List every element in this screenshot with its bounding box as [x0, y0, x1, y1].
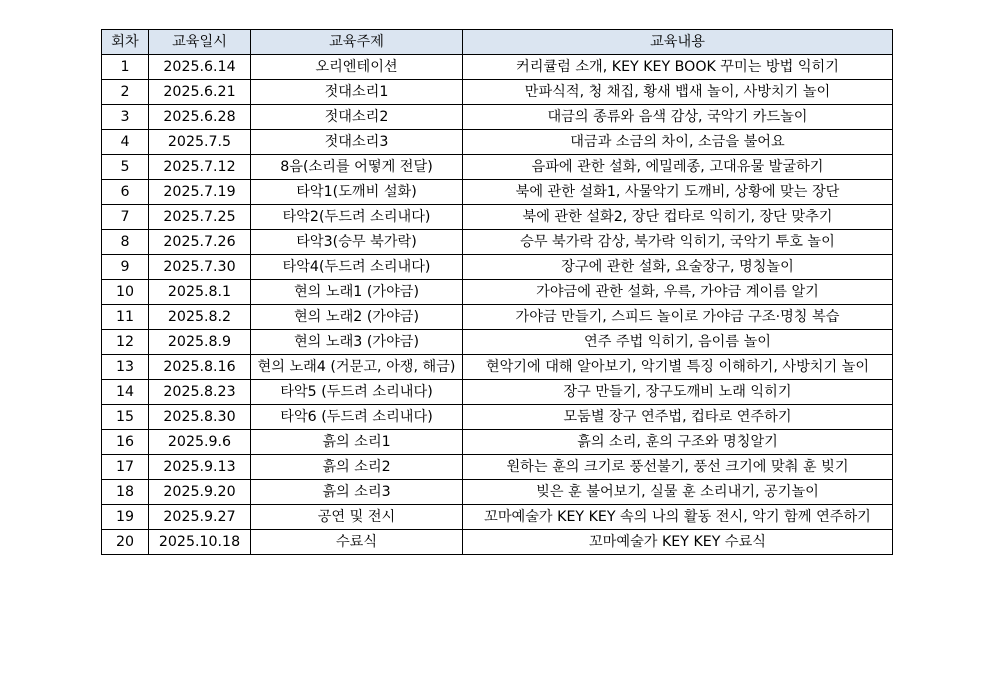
session-content: 커리큘럼 소개, KEY KEY BOOK 꾸미는 방법 익히기: [463, 55, 893, 80]
session-date: 2025.8.9: [149, 330, 251, 355]
session-date: 2025.7.30: [149, 255, 251, 280]
table-body: [102, 55, 893, 555]
session-number: 15: [102, 405, 149, 430]
table-row: [102, 180, 893, 205]
table-row: [102, 130, 893, 155]
session-topic: 타악2(두드려 소리내다): [251, 205, 463, 230]
session-topic: 젓대소리1: [251, 80, 463, 105]
table-row: [102, 355, 893, 380]
session-date: 2025.8.1: [149, 280, 251, 305]
session-number: 16: [102, 430, 149, 455]
session-number: 13: [102, 355, 149, 380]
session-topic: 타악6 (두드려 소리내다): [251, 405, 463, 430]
session-content: 가야금에 관한 설화, 우륵, 가야금 계이름 알기: [463, 280, 893, 305]
table-row: [102, 255, 893, 280]
session-content: 대금과 소금의 차이, 소금을 불어요: [463, 130, 893, 155]
session-number: 11: [102, 305, 149, 330]
session-content: 장구에 관한 설화, 요술장구, 명칭놀이: [463, 255, 893, 280]
session-number: 8: [102, 230, 149, 255]
table-row: [102, 80, 893, 105]
session-topic: 오리엔테이션: [251, 55, 463, 80]
session-topic: 흙의 소리1: [251, 430, 463, 455]
session-topic: 현의 노래4 (거문고, 아쟁, 해금): [251, 355, 463, 380]
session-number: 3: [102, 105, 149, 130]
session-content: 승무 북가락 감상, 북가락 익히기, 국악기 투호 놀이: [463, 230, 893, 255]
header-education-date: 교육일시: [149, 30, 251, 55]
document-page: [101, 29, 893, 555]
session-topic: 8음(소리를 어떻게 전달): [251, 155, 463, 180]
session-number: 18: [102, 480, 149, 505]
session-number: 20: [102, 530, 149, 555]
session-date: 2025.6.28: [149, 105, 251, 130]
table-row: [102, 405, 893, 430]
session-content: 연주 주법 익히기, 음이름 놀이: [463, 330, 893, 355]
session-content: 현악기에 대해 알아보기, 악기별 특징 이해하기, 사방치기 놀이: [463, 355, 893, 380]
table-header: [102, 30, 893, 55]
session-content: 빚은 훈 불어보기, 실물 훈 소리내기, 공기놀이: [463, 480, 893, 505]
education-schedule-table: [101, 29, 893, 555]
session-content: 원하는 훈의 크기로 풍선불기, 풍선 크기에 맞춰 훈 빚기: [463, 455, 893, 480]
session-date: 2025.9.27: [149, 505, 251, 530]
session-content: 모둠별 장구 연주법, 컵타로 연주하기: [463, 405, 893, 430]
session-content: 꼬마예술가 KEY KEY 속의 나의 활동 전시, 악기 함께 연주하기: [463, 505, 893, 530]
session-topic: 타악1(도깨비 설화): [251, 180, 463, 205]
session-content: 장구 만들기, 장구도깨비 노래 익히기: [463, 380, 893, 405]
session-date: 2025.7.25: [149, 205, 251, 230]
session-date: 2025.8.16: [149, 355, 251, 380]
session-topic: 젓대소리3: [251, 130, 463, 155]
session-number: 6: [102, 180, 149, 205]
session-number: 10: [102, 280, 149, 305]
session-number: 19: [102, 505, 149, 530]
table-row: [102, 280, 893, 305]
session-content: 음파에 관한 설화, 에밀레종, 고대유물 발굴하기: [463, 155, 893, 180]
session-content: 만파식적, 청 채집, 황새 뱁새 놀이, 사방치기 놀이: [463, 80, 893, 105]
session-date: 2025.8.23: [149, 380, 251, 405]
session-date: 2025.9.13: [149, 455, 251, 480]
session-topic: 흙의 소리3: [251, 480, 463, 505]
session-date: 2025.7.12: [149, 155, 251, 180]
table-row: [102, 480, 893, 505]
table-row: [102, 105, 893, 130]
session-date: 2025.8.2: [149, 305, 251, 330]
session-topic: 수료식: [251, 530, 463, 555]
table-row: [102, 330, 893, 355]
session-topic: 흙의 소리2: [251, 455, 463, 480]
session-date: 2025.6.14: [149, 55, 251, 80]
session-date: 2025.6.21: [149, 80, 251, 105]
session-date: 2025.7.5: [149, 130, 251, 155]
session-topic: 타악4(두드려 소리내다): [251, 255, 463, 280]
session-content: 가야금 만들기, 스피드 놀이로 가야금 구조·명칭 복습: [463, 305, 893, 330]
session-topic: 타악5 (두드려 소리내다): [251, 380, 463, 405]
table-row: [102, 430, 893, 455]
session-topic: 현의 노래2 (가야금): [251, 305, 463, 330]
session-topic: 젓대소리2: [251, 105, 463, 130]
session-number: 12: [102, 330, 149, 355]
session-number: 2: [102, 80, 149, 105]
table-row: [102, 455, 893, 480]
session-content: 대금의 종류와 음색 감상, 국악기 카드놀이: [463, 105, 893, 130]
session-content: 북에 관한 설화2, 장단 컵타로 익히기, 장단 맞추기: [463, 205, 893, 230]
session-number: 5: [102, 155, 149, 180]
session-content: 북에 관한 설화1, 사물악기 도깨비, 상황에 맞는 장단: [463, 180, 893, 205]
session-number: 1: [102, 55, 149, 80]
session-date: 2025.9.6: [149, 430, 251, 455]
table-row: [102, 230, 893, 255]
session-number: 9: [102, 255, 149, 280]
session-topic: 현의 노래3 (가야금): [251, 330, 463, 355]
header-education-content: 교육내용: [463, 30, 893, 55]
session-content: 흙의 소리, 훈의 구조와 명칭알기: [463, 430, 893, 455]
table-row: [102, 55, 893, 80]
table-row: [102, 380, 893, 405]
session-date: 2025.7.19: [149, 180, 251, 205]
table-row: [102, 155, 893, 180]
table-row: [102, 505, 893, 530]
table-row: [102, 205, 893, 230]
session-date: 2025.7.26: [149, 230, 251, 255]
session-number: 7: [102, 205, 149, 230]
session-topic: 타악3(승무 북가락): [251, 230, 463, 255]
session-topic: 현의 노래1 (가야금): [251, 280, 463, 305]
table-row: [102, 530, 893, 555]
session-number: 17: [102, 455, 149, 480]
table-row: [102, 305, 893, 330]
header-session-number: 회차: [102, 30, 149, 55]
session-date: 2025.10.18: [149, 530, 251, 555]
header-row: [102, 30, 893, 55]
header-education-topic: 교육주제: [251, 30, 463, 55]
session-number: 14: [102, 380, 149, 405]
session-content: 꼬마예술가 KEY KEY 수료식: [463, 530, 893, 555]
session-topic: 공연 및 전시: [251, 505, 463, 530]
session-date: 2025.9.20: [149, 480, 251, 505]
session-number: 4: [102, 130, 149, 155]
session-date: 2025.8.30: [149, 405, 251, 430]
